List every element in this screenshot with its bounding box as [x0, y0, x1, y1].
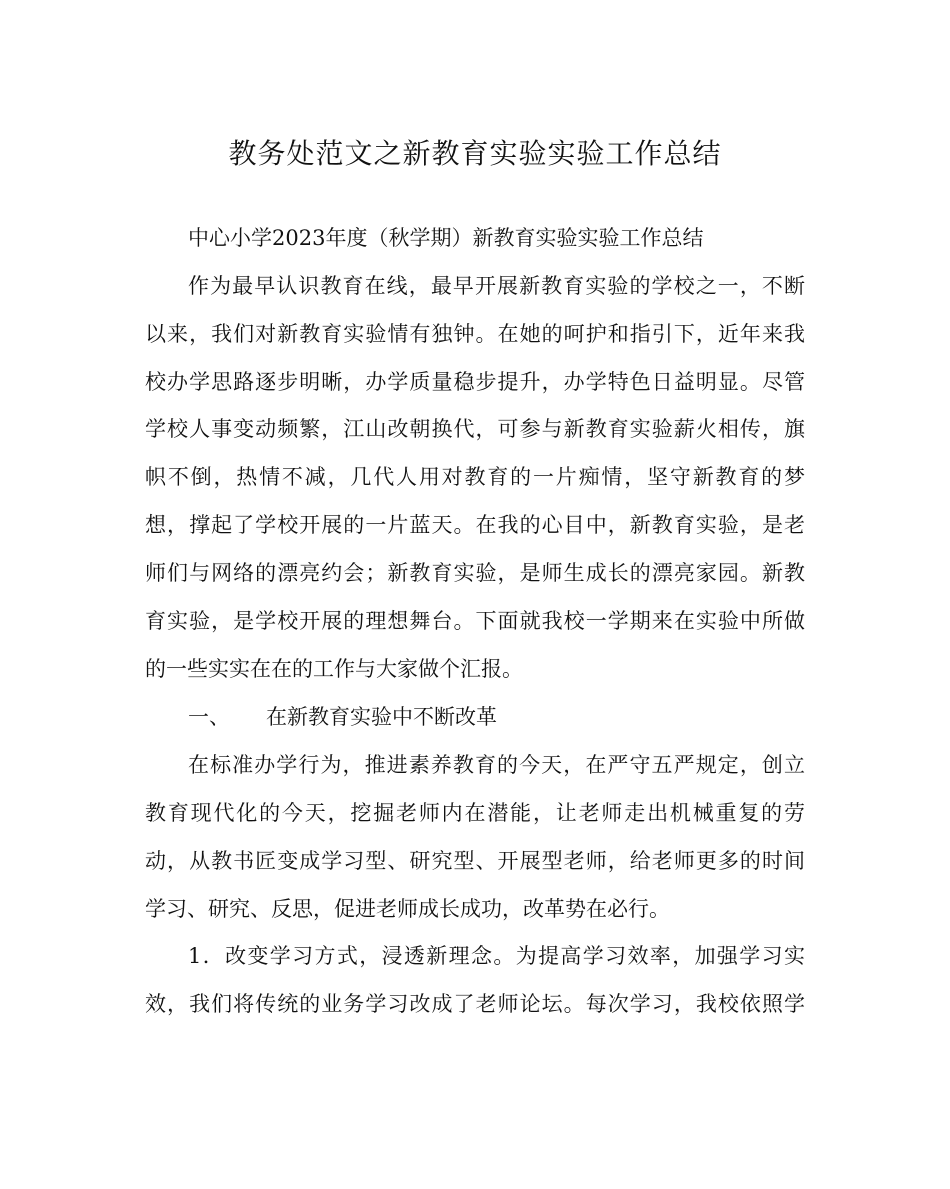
- paragraph-line: 以来，我们对新教育实验情有独钟。在她的呵护和指引下，近年来我: [145, 322, 805, 346]
- section-heading-text: 在新教育实验中不断改革: [266, 705, 497, 729]
- paragraph-line: 作为最早认识教育在线，最早开展新教育实验的学校之一，不断: [188, 274, 805, 298]
- paragraph-line: 的一些实实在在的工作与大家做个汇报。: [145, 657, 523, 681]
- paragraph-line: 学校人事变动频繁，江山改朝换代，可参与新教育实验薪火相传，旗: [145, 417, 805, 441]
- paragraph-line: 动，从教书匠变成学习型、研究型、开展型老师，给老师更多的时间: [145, 849, 805, 873]
- paragraph-line: 1．改变学习方式，浸透新理念。为提高学习效率，加强学习实: [188, 944, 805, 968]
- paragraph-line: 校办学思路逐步明晰，办学质量稳步提升，办学特色日益明显。尽管: [145, 370, 805, 394]
- paragraph-line: 效，我们将传统的业务学习改成了老师论坛。每次学习，我校依照学: [145, 992, 805, 1016]
- section-heading: [188, 702, 805, 732]
- paragraph-line: 帜不倒，热情不减，几代人用对教育的一片痴情，坚守新教育的梦: [145, 465, 805, 489]
- paragraph-line: 育实验，是学校开展的理想舞台。下面就我校一学期来在实验中所做: [145, 609, 805, 633]
- paragraph-line: 想，撑起了学校开展的一片蓝天。在我的心目中，新教育实验，是老: [145, 513, 805, 537]
- paragraph-line: 在标准办学行为，推进素养教育的今天，在严守五严规定，创立: [188, 753, 805, 777]
- document-title: 教务处范文之新教育实验实验工作总结: [228, 137, 722, 170]
- section-number: 一、: [188, 705, 230, 729]
- paragraph-line: 教育现代化的今天，挖掘老师内在潜能，让老师走出机械重复的劳: [145, 801, 805, 825]
- paragraph-line: 学习、研究、反思，促进老师成长成功，改革势在必行。: [145, 897, 670, 921]
- document-subtitle: 中心小学2023年度（秋学期）新教育实验实验工作总结: [188, 226, 704, 250]
- paragraph-line: 师们与网络的漂亮约会；新教育实验，是师生成长的漂亮家园。新教: [145, 561, 805, 585]
